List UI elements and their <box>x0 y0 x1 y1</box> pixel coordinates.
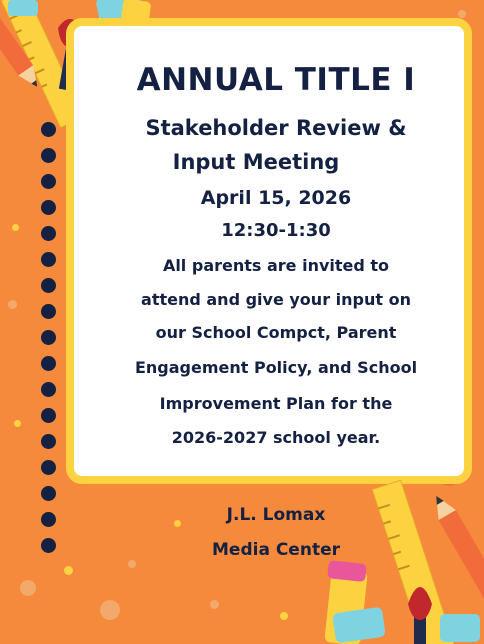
body-line: All parents are invited to <box>162 256 390 275</box>
bottom-right-supplies-decoration <box>324 480 484 644</box>
body-line: attend and give your input on <box>141 290 411 309</box>
event-time: 12:30-1:30 <box>221 220 331 241</box>
subtitle-line-1: Stakeholder Review & <box>145 116 407 140</box>
location-line-2: Media Center <box>212 540 340 560</box>
body-line: Improvement Plan for the <box>159 394 393 413</box>
body-line: our School Compct, Parent <box>155 323 397 342</box>
body-line: Engagement Policy, and School <box>134 358 418 377</box>
body-line: 2026-2027 school year. <box>171 428 381 447</box>
subtitle-line-2: Input Meeting <box>172 150 340 174</box>
location-line-1: J.L. Lomax <box>226 505 326 525</box>
binder-holes <box>41 122 57 553</box>
event-date: April 15, 2026 <box>200 187 352 209</box>
page-title: ANNUAL TITLE I <box>136 62 416 98</box>
eraser-icon <box>332 607 480 644</box>
